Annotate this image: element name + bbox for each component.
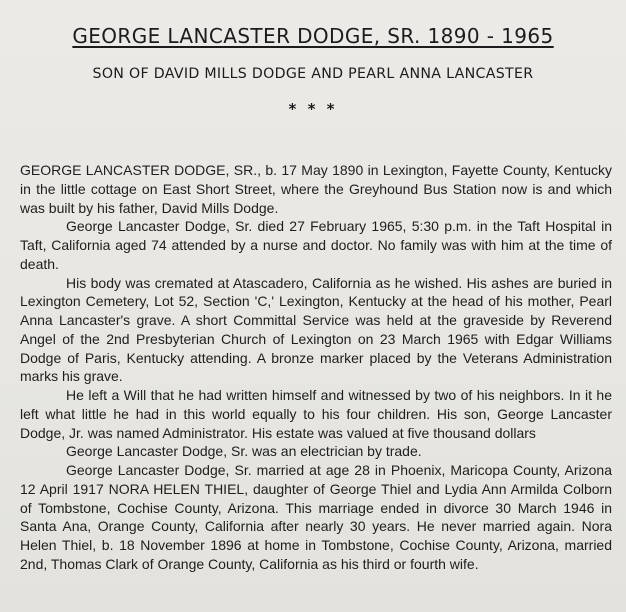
- paragraph-birth: GEORGE LANCASTER DODGE, SR., b. 17 May 1890 in Lexington, Fayette County, Kentucky in the little cottage on East Short Street, where the Greyhound Bus Station now is and which was built by his father, David Mills Dodge.: [20, 162, 612, 216]
- section-separator: * * *: [288, 100, 338, 118]
- paragraph-occupation: George Lancaster Dodge, Sr. was an electrician by trade.: [66, 443, 422, 460]
- page-subtitle: SON OF DAVID MILLS DODGE AND PEARL ANNA LANCASTER: [92, 66, 534, 82]
- paragraph-will: He left a Will that he had written himself and witnessed by two of his neighbors. In it he left what little he had in this world equally to his four children. His son, George Lancaster Dodge, Jr. was named Administrator. His estate was valued at five thousand dollars: [20, 387, 612, 441]
- paragraph-marriage: George Lancaster Dodge, Sr. married at age 28 in Phoenix, Maricopa County, Arizona 12 April 1917 NORA HELEN THIEL, daughter of George Thiel and Lydia Ann Armilda Colborn of Tombstone, Cochise County, Arizona. This marriage ended in divorce 30 March 1946 in Santa Ana, Orange County, California after nearly 30 years. He never married again. Nora Helen Thiel, b. 18 November 1896 at home in Tombstone, Cochise County, Arizona, married 2nd, Thomas Clark of Orange County, California as his third or fourth wife.: [20, 462, 612, 572]
- page-title: GEORGE LANCASTER DODGE, SR. 1890 - 1965: [72, 24, 554, 48]
- paragraph-burial: His body was cremated at Atascadero, California as he wished. His ashes are buried in Lexington Cemetery, Lot 52, Section 'C,' Lexington, Kentucky at the head of his mother, Pearl Anna Lancaster's grave. A short Committal Service was held at the graveside by Reverend Angel of the 2nd Presbyterian Church of Lexington on 23 March 1965 with Edgar Williams Dodge of Paris, Kentucky attending. A bronze marker placed by the Veterans Administration marks his grave.: [20, 274, 612, 385]
- paragraph-death: George Lancaster Dodge, Sr. died 27 February 1965, 5:30 p.m. in the Taft Hospital in Taft, California aged 74 attended by a nurse and doctor. No family was with him at the time of death.: [20, 218, 612, 272]
- biography-text: [20, 161, 612, 574]
